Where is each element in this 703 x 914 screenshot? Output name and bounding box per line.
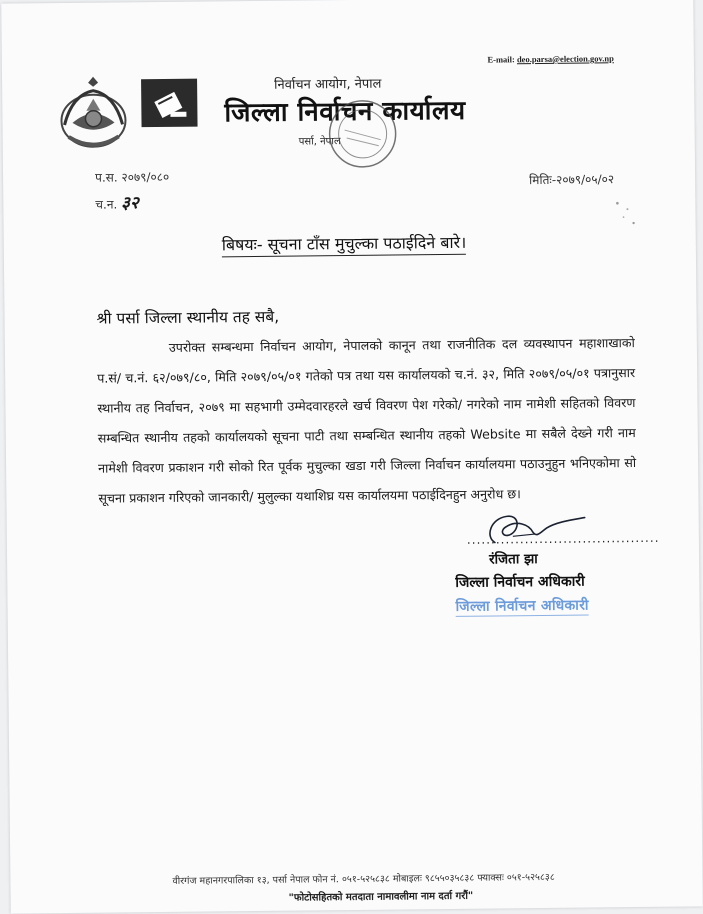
nepal-emblem-icon (52, 74, 135, 155)
office-location: पर्सा, नेपाल (298, 136, 341, 148)
letter-page (1, 0, 702, 914)
email-label: E-mail: (487, 54, 515, 65)
signer-name: रंजिता झा (489, 551, 538, 568)
footer-contact-line: वीरगंज महानगरपालिका १३, पर्सा नेपाल फोन नं. ०५१-५२५८३८ मोबाइलः ९८५५०३५८३८ फ्याक्सः ०५१-५२५८३८ (172, 871, 555, 887)
office-name-heading: जिल्ला निर्वाचन कार्यालय (224, 95, 466, 129)
addressee-line: श्री पर्सा जिल्ला स्थानीय तह सबै, (96, 307, 280, 328)
commission-name: निर्वाचन आयोग, नेपाल (274, 76, 382, 93)
email-address-link[interactable]: deo.parsa@election.gov.np (516, 53, 614, 65)
dispatch-number-label: च.न. (95, 197, 118, 212)
dispatch-number (95, 190, 139, 213)
letter-body: उपरोक्त सम्बन्धमा निर्वाचन आयोग, नेपालको कानून तथा राजनीतिक दल व्यवस्थापन महाशाखाको प.सं/ च.नं. ६२/०७९/८०, मिति २०७९/०५/०१ गतेको पत्र तथा यस कार्यालयको च.नं. ३२, मिति २०७९/०५/०१ पत्रानुसार स्थानीय तह निर्वाचन, २०७९ मा सहभागी उम्मेदवारहरले खर्च विवरण पेश गरेको/ नगरेको नाम नामेशी सहितको विवरण सम्बन्धित स्थानीय तहको कार्यालयको सूचना पाटी तथा सम्बन्धित स्थानीय तहको Website मा सबैले देख्ने गरी नाम नामेशी विवरण प्रकाशन गरी सोको रित पूर्वक मुचुल्का खडा गरी जिल्ला निर्वाचन कार्यालयमा पठाउनुहुन भनिएकोमा सो सूचना प्रकाशन गरिएको जानकारी/ मुलुल्का यथाशिघ्र यस कार्यालयमा पठाईदिनहुन अनुरोध छ। (97, 335, 637, 506)
office-round-stamp (324, 95, 401, 172)
subject-line: बिषयः- सूचना टाँस मुचुल्का पठाईदिने बारे। (222, 231, 467, 258)
letter-reference-number: प.स. २०७९/०८० (95, 169, 170, 185)
scan-specks (603, 195, 643, 235)
election-commission-logo-icon (140, 78, 199, 129)
signature-dotted-line: ........................................ (466, 530, 660, 547)
dispatch-number-handwritten: ३२ (120, 193, 139, 214)
letter-date: मितिः-२०७९/०५/०२ (529, 172, 615, 188)
footer-slogan: "फोटोसहितको मतदाता नामावलीमा नाम दर्ता गरौं" (288, 890, 474, 904)
official-blue-stamp: जिल्ला निर्वाचन अधिकारी (455, 597, 589, 615)
email-line (487, 53, 614, 64)
signer-title: जिल्ला निर्वाचन अधिकारी (455, 573, 585, 591)
